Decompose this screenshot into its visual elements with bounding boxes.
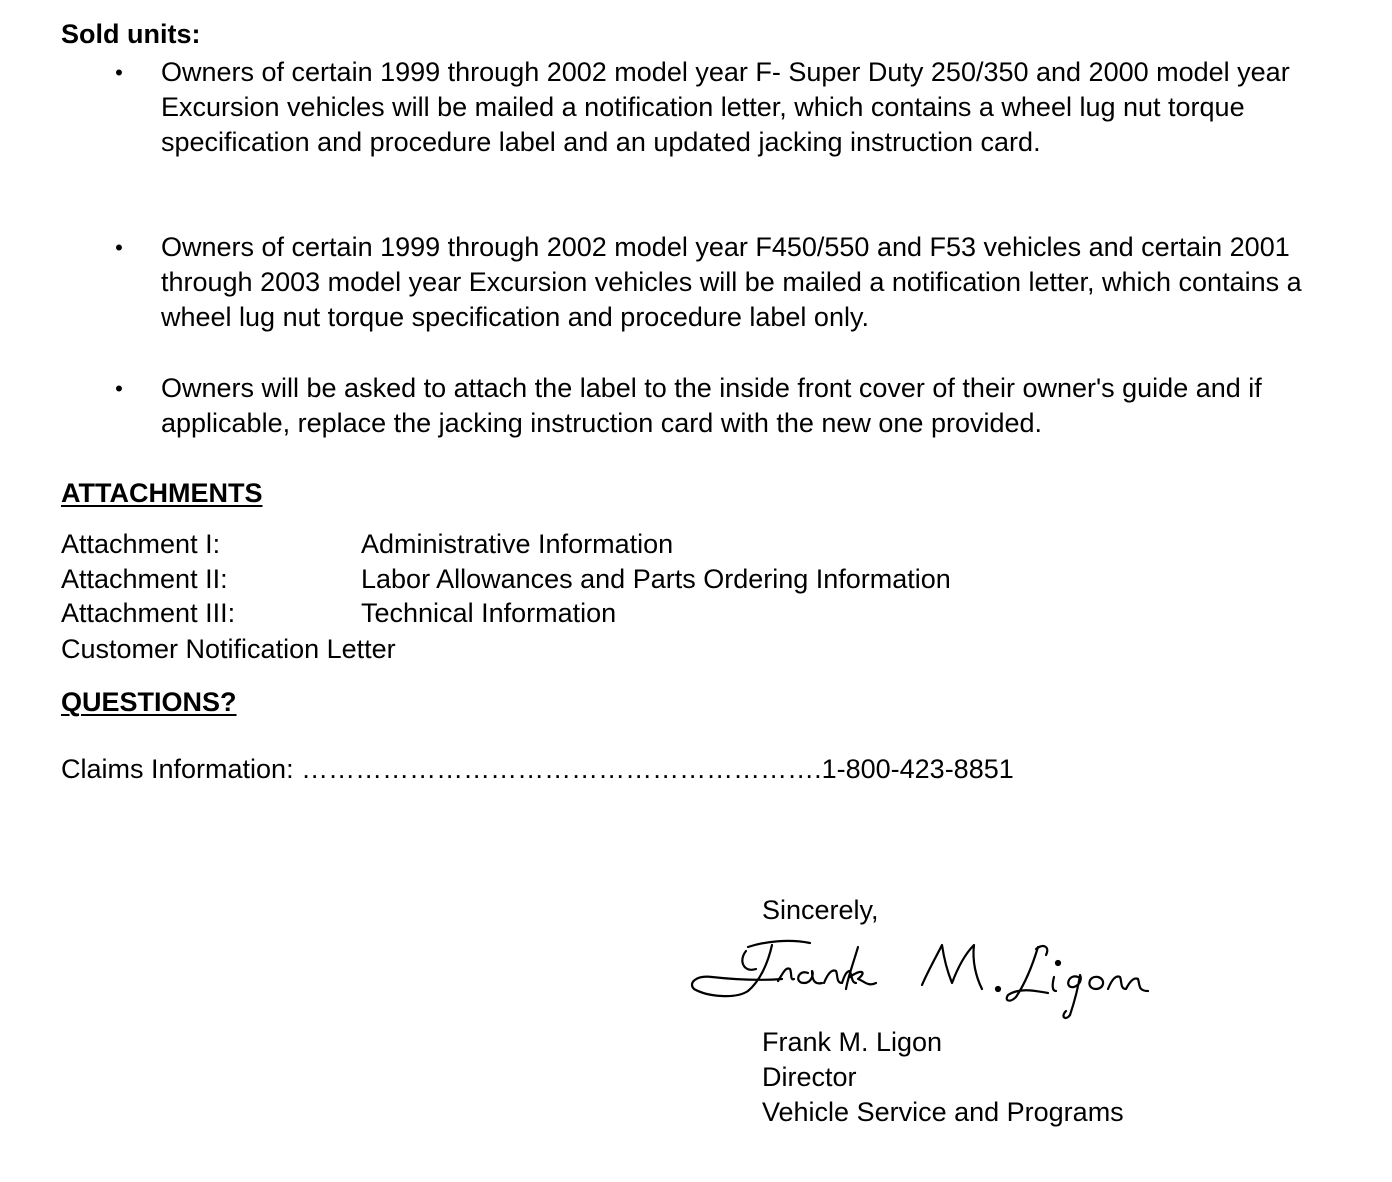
sold-units-item-3: Owners will be asked to attach the label to the inside front cover of their owner's guide and if applicable, replace the jacking instruction card with the new one provided. [161, 373, 1262, 438]
sold-units-heading: Sold units: [61, 19, 201, 49]
attachment-label: Attachment III: [61, 598, 236, 628]
claims-leader-dots: …………………………………………………. [301, 754, 822, 784]
handwritten-signature [686, 933, 1156, 1028]
attachment-label: Attachment I: [61, 529, 221, 559]
attachment-label: Attachment II: [61, 564, 228, 594]
claims-information-row [61, 752, 1014, 787]
sold-units-item-2: Owners of certain 1999 through 2002 model year F450/550 and F53 vehicles and certain 2001 through 2003 model year Excursion vehicles will be mailed a notification letter, which contains a wheel lug nut torque specification and procedure label only. [161, 232, 1302, 332]
bullet-icon: • [115, 235, 123, 260]
attachment-label: Customer Notification Letter [61, 634, 396, 664]
attachment-value: Technical Information [361, 598, 617, 628]
signer-name: Frank M. Ligon [762, 1027, 943, 1057]
claims-phone-number: 1-800-423-8851 [821, 754, 1014, 784]
questions-heading: QUESTIONS? [61, 687, 237, 717]
attachments-heading: ATTACHMENTS [61, 478, 263, 508]
signer-department: Vehicle Service and Programs [762, 1097, 1124, 1127]
closing-salutation: Sincerely, [762, 895, 879, 925]
attachment-value: Labor Allowances and Parts Ordering Information [361, 564, 951, 594]
signer-title: Director [762, 1062, 857, 1092]
claims-label: Claims Information: [61, 754, 302, 784]
bullet-icon: • [115, 376, 123, 401]
bullet-icon: • [115, 60, 123, 85]
sold-units-item-1: Owners of certain 1999 through 2002 model year F- Super Duty 250/350 and 2000 model year Excursion vehicles will be mailed a notification letter, which contains a wheel lug nut torque specification and procedure label and an updated jacking instruction card. [161, 57, 1290, 157]
attachment-value: Administrative Information [361, 529, 674, 559]
